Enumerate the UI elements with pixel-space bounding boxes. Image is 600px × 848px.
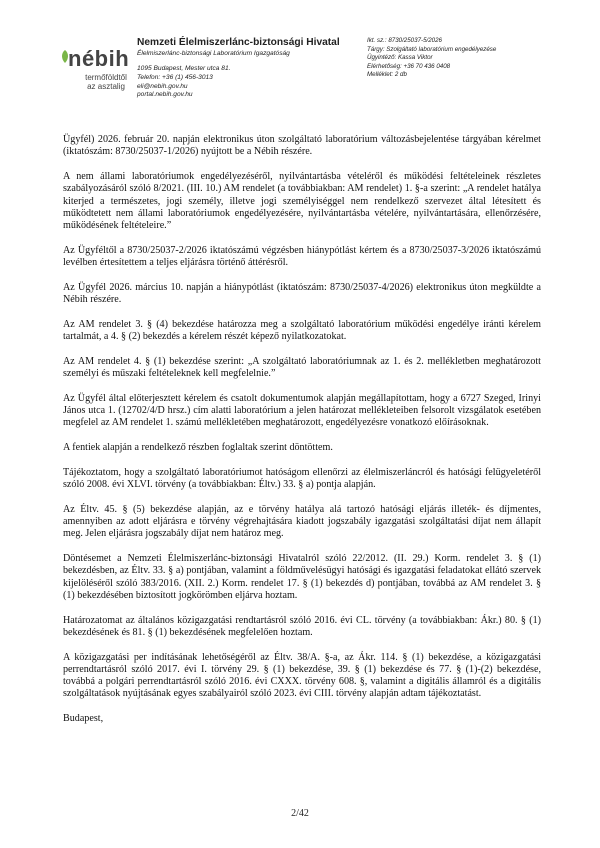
paragraph: Tájékoztatom, hogy a szolgáltató laboratóriumot hatóságom ellenőrzi az élelmiszerláncról és hatósági felügyeletéről szóló 2008. évi XLVI. törvény (a továbbiakban: Éltv.) 33. § a) pontja alapján. xyxy=(63,466,541,491)
paragraph: A fentiek alapján a rendelkező részben foglaltak szerint döntöttem. xyxy=(63,442,333,454)
ref-elerhetoseg: Elérhetőség: +36 70 436 0408 xyxy=(367,62,451,70)
org-email: eli@nebih.gov.hu xyxy=(137,82,188,90)
paragraph: A közigazgatási per indításának lehetőségéről az Éltv. 38/A. §-a, az Ákr. 114. § (1) bekezdése, a közigazgatási perrendtartásról szóló 2017. évi I. törvény 29. § (1) bekezdése, 39. § (1) bekezdése és 77. § (1)-(2) bekezdése, továbbá a polgári perrendtartásról szóló 2016. évi CXXX. törvény 608. §, valamint a digitális államról és a digitális szolgáltatások nyújtásának egyes szabályairól szóló 2023. évi CIII. törvény alapján adtam tájékoztatást. xyxy=(63,651,541,700)
ref-iktatoszam: Ikt. sz.: 8730/25037-5/2026 xyxy=(367,37,442,44)
paragraph: Az AM rendelet 4. § (1) bekezdése szerint: „A szolgáltató laboratóriumnak az 1. és 2. mellékletben meghatározott személyi és műszaki feltételeknek kell megfelelnie.” xyxy=(63,355,541,380)
ref-melleklet: Melléklet: 2 db xyxy=(367,71,407,79)
paragraph: Határozatomat az általános közigazgatási rendtartásról szóló 2016. évi CL. törvény (a továbbiakban: Ákr.) 80. § (1) bekezdésének és 81. § (1) bekezdésének megfelelően hoztam. xyxy=(63,614,541,638)
paragraph: Az Ügyféltől a 8730/25037-2/2026 iktatószámú végzésben hiánypótlást kértem és a 8730/25037-3/2026 iktatószámú levélben értesítettem a teljes eljárásra történő áttérésről. xyxy=(63,244,541,269)
ref-targy: Tárgy: Szolgáltató laboratórium engedélyezése xyxy=(367,45,497,53)
org-unit: Élelmiszerlánc-biztonsági Laboratórium Igazgatóság xyxy=(137,50,290,57)
page-number: 2/42 xyxy=(291,808,309,819)
logo-tagline: termőföldtől az asztalig xyxy=(85,73,127,91)
paragraph: Ügyfél) 2026. február 20. napján elektronikus úton szolgáltató laboratórium változásbejelentése tárgyában kérelmet (iktatószám: 8730/25037-1/2026) nyújtott be a Nébih részére. xyxy=(63,134,541,158)
logo-wordmark: nébih xyxy=(68,46,130,71)
paragraph: Az Ügyfél 2026. március 10. napján a hiánypótlást (iktatószám: 8730/25037-4/2026) elektronikus úton megküldte a Nébih részére. xyxy=(63,281,541,306)
document-body xyxy=(63,134,541,738)
nebih-logo xyxy=(60,38,132,98)
paragraph: Az Éltv. 45. § (5) bekezdése alapján, az e törvény hatálya alá tartozó hatósági eljárás illeték- és díjmentes, amennyiben az adott eljárásra e törvény végrehajtására kiadott jogszabály igazgatási szolgáltatási díjat nem állapít meg. Jelen eljárásra jogszabály díjat nem határoz meg. xyxy=(63,503,541,540)
ref-ugyintezo: Ügyintéző: Kassa Viktor xyxy=(367,54,433,62)
organization-block xyxy=(137,37,367,100)
org-address: 1095 Budapest, Mester utca 81. xyxy=(137,65,231,72)
place-line: Budapest, xyxy=(63,713,104,725)
org-phone: Telefon: +36 (1) 456-3013 xyxy=(137,73,213,81)
reference-block xyxy=(367,37,567,80)
paragraph: A nem állami laboratóriumok engedélyezéséről, nyilvántartásba vételéről és működési feltételeinek részletes szabályozásáról szóló 8/2021. (III. 10.) AM rendelet (a továbbiakban: AM rendelet) 1. §-a szerint: „A rendelet hatálya kiterjed a természetes, jogi személy, illetve jogi személyiséggel nem rendelkező szervezet által létesített és működtetett nem állami laboratóriumok engedélyezésére, nyilvántartásba vételére, nyilvántartására, ellenőrzésére, működésének feltételeire.” xyxy=(63,170,541,232)
org-portal: portal.nebih.gov.hu xyxy=(137,91,193,99)
paragraph: Az Ügyfél által előterjesztett kérelem és csatolt dokumentumok alapján megállapítottam, hogy a 6727 Szeged, Irinyi János utca 1. (12702/4/D hrsz.) cím alatti laboratórium a jelen határozat mellékleteiben felsorolt vizsgálatok esetében megfelel az AM rendelet 1. számú mellékletében meghatározott, engedélyezésre vonatkozó előírásoknak. xyxy=(63,392,541,429)
org-name: Nemzeti Élelmiszerlánc-biztonsági Hivatal xyxy=(137,37,340,48)
paragraph: Döntésemet a Nemzeti Élelmiszerlánc-biztonsági Hivatalról szóló 22/2012. (II. 29.) Korm. rendelet 3. § (1) bekezdésben, az Éltv. 33. § a) pontjában, valamint a földművelésügyi hatósági és igazgatási feladatokat ellátó szervek kijelöléséről szóló 383/2016. (XII. 2.) Korm. rendelet 17. § (1) bekezdés d) pontjában, továbbá az AM rendelet 3. § (1) bekezdésében biztosított jogkörömben eljárva hoztam. xyxy=(63,553,541,601)
paragraph: Az AM rendelet 3. § (4) bekezdése határozza meg a szolgáltató laboratórium működési engedélye iránti kérelem tartalmát, a 4. § (2) bekezdés a kérelem részét képező nyilatkozatokat. xyxy=(63,318,541,343)
